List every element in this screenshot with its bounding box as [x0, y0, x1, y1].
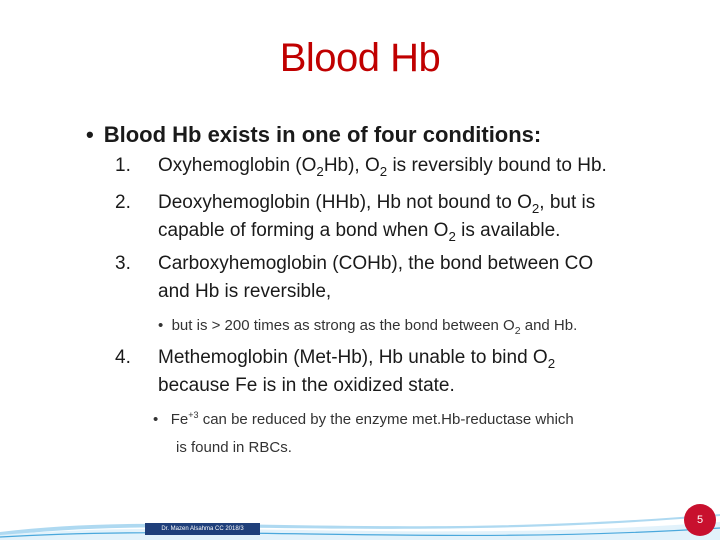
item-3-line2: and Hb is reversible,: [158, 281, 332, 302]
item-3-sub-bullet: • but is > 200 times as strong as the bond between $O_2$ and Hb.: [158, 317, 578, 337]
sub-bullet-dot-icon: •: [158, 317, 172, 334]
item-4-line1: Methemoglobin (Met-Hb), Hb unable to bind $O_2$: [158, 347, 556, 371]
item-3-line1: Carboxyhemoglobin (COHb), the bond between CO: [158, 253, 594, 274]
bullet-dot-icon: •: [86, 122, 94, 147]
item-1-text: Oxyhemoglobin $(O_2Hb)$, $O_2$ is reversibly bound to Hb.: [158, 155, 607, 179]
main-bullet-text: Blood Hb exists in one of four conditions:: [103, 122, 542, 147]
item-4-sub-bullet-line1: • $Fe^{+3}$ can be reduced by the enzyme met.Hb-reductase which: [153, 410, 574, 428]
item-4-number: 4.: [115, 347, 131, 368]
item-4-sub-bullet-line2: is found in RBCs.: [176, 439, 292, 456]
item-2-line1: Deoxyhemoglobin (HHb), Hb not bound to $O_2$, but is: [158, 192, 596, 216]
main-bullet: [86, 122, 541, 148]
slide-title: Blood Hb: [279, 36, 441, 80]
item-3-number: 3.: [115, 253, 131, 274]
sub-bullet-dot-icon: •: [153, 411, 171, 428]
footer-credit: Dr. Mazen Alsahma CC 2018/3: [145, 523, 260, 535]
item-2-number: 2.: [115, 192, 131, 213]
decorative-wave: [0, 480, 720, 540]
item-1-number: 1.: [115, 155, 131, 176]
item-4-line2: because Fe is in the oxidized state.: [158, 375, 455, 396]
item-2-line2: capable of forming a bond when $O_2$ is available.: [158, 220, 561, 244]
page-number-badge: 5: [684, 504, 716, 536]
